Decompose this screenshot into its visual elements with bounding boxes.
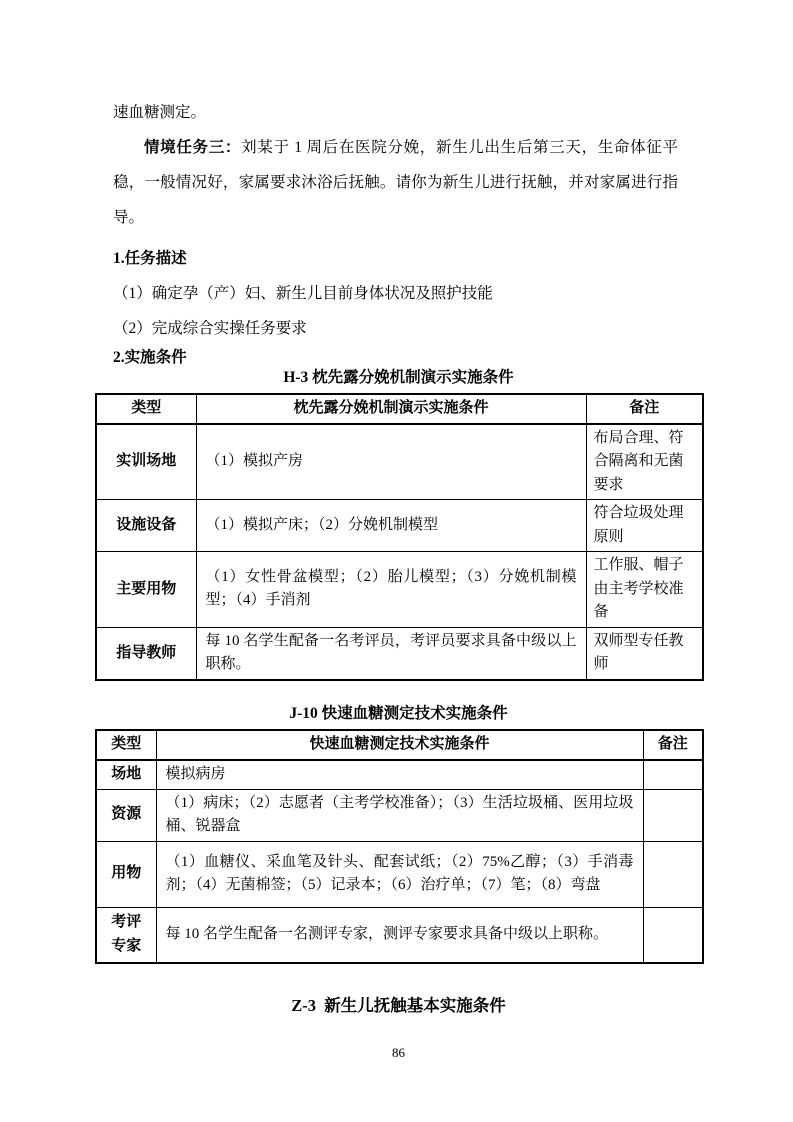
table-row	[96, 424, 703, 500]
column-header-type: 类型	[96, 730, 156, 760]
intro-text-block	[113, 95, 678, 375]
remark-cell: 双师型专任教师	[586, 627, 703, 680]
row-label-cell: 考评专家	[96, 907, 156, 963]
content-cell: 每 10 名学生配备一名考评员，考评员要求具备中级以上职称。	[196, 627, 586, 680]
table-row	[96, 907, 703, 963]
table-h3-header-row	[96, 394, 703, 424]
column-header-condition: 枕先露分娩机制演示实施条件	[196, 394, 586, 424]
table-row	[96, 789, 703, 841]
remark-cell	[643, 789, 703, 841]
column-header-remark: 备注	[586, 394, 703, 424]
table-j10	[95, 729, 704, 964]
remark-cell: 工作服、帽子由主考学校准备	[586, 552, 703, 628]
content-cell: 模拟病房	[156, 760, 643, 789]
table-row	[96, 500, 703, 552]
content-cell: （1）血糖仪、采血笔及针头、配套试纸；（2）75%乙醇；（3）手消毒剂；（4）无菌棉签；（5）记录本；（6）治疗单；（7）笔；（8）弯盘	[156, 841, 643, 907]
remark-cell	[643, 907, 703, 963]
table-row	[96, 627, 703, 680]
content-cell: （1）模拟产床；（2）分娩机制模型	[196, 500, 586, 552]
column-header-condition: 快速血糖测定技术实施条件	[156, 730, 643, 760]
table-row	[96, 552, 703, 628]
row-label-cell: 场地	[96, 760, 156, 789]
scenario-paragraph	[113, 130, 678, 235]
task-item-2: （2）完成综合实操任务要求	[113, 320, 307, 337]
remark-cell: 布局合理、符合隔离和无菌要求	[586, 424, 703, 500]
content-cell: 每 10 名学生配备一名测评专家，测评专家要求具备中级以上职称。	[156, 907, 643, 963]
remark-cell	[643, 760, 703, 789]
table-h3-caption: H-3 枕先露分娩机制演示实施条件	[283, 369, 514, 386]
content-cell: （1）模拟产房	[196, 424, 586, 500]
task-description-heading: 1.任务描述	[113, 250, 187, 267]
content-cell: （1）病床；（2）志愿者（主考学校准备）；（3）生活垃圾桶、医用垃圾桶、锐器盒	[156, 789, 643, 841]
row-label-cell: 实训场地	[96, 424, 196, 500]
z3-section-heading: Z-3 新生儿抚触基本实施条件	[291, 996, 506, 1015]
implementation-heading: 2.实施条件	[113, 349, 187, 366]
row-label-cell: 主要用物	[96, 552, 196, 628]
table-j10-header-row	[96, 730, 703, 760]
column-header-remark: 备注	[643, 730, 703, 760]
continuation-line: 速血糖测定。	[113, 104, 207, 121]
table-row	[96, 841, 703, 907]
content-cell: （1）女性骨盆模型；（2）胎儿模型；（3）分娩机制模型；（4）手消剂	[196, 552, 586, 628]
row-label-cell: 用物	[96, 841, 156, 907]
table-j10-caption: J-10 快速血糖测定技术实施条件	[289, 705, 508, 722]
row-label-cell: 指导教师	[96, 627, 196, 680]
table-h3	[95, 393, 704, 681]
row-label-cell: 资源	[96, 789, 156, 841]
remark-cell: 符合垃圾处理原则	[586, 500, 703, 552]
table-row	[96, 760, 703, 789]
remark-cell	[643, 841, 703, 907]
task-item-1: （1）确定孕（产）妇、新生儿目前身体状况及照护技能	[113, 285, 493, 302]
row-label-cell: 设施设备	[96, 500, 196, 552]
page-number: 86	[392, 1045, 405, 1060]
column-header-type: 类型	[96, 394, 196, 424]
scenario-lead: 情境任务三：	[144, 139, 242, 156]
scenario-text: 刘某于 1 周后在医院分娩，新生儿出生后第三天，生命体征平稳，一般情况好，家属要求沐浴后抚触。请你为新生儿进行抚触，并对家属进行指导。	[113, 139, 678, 226]
